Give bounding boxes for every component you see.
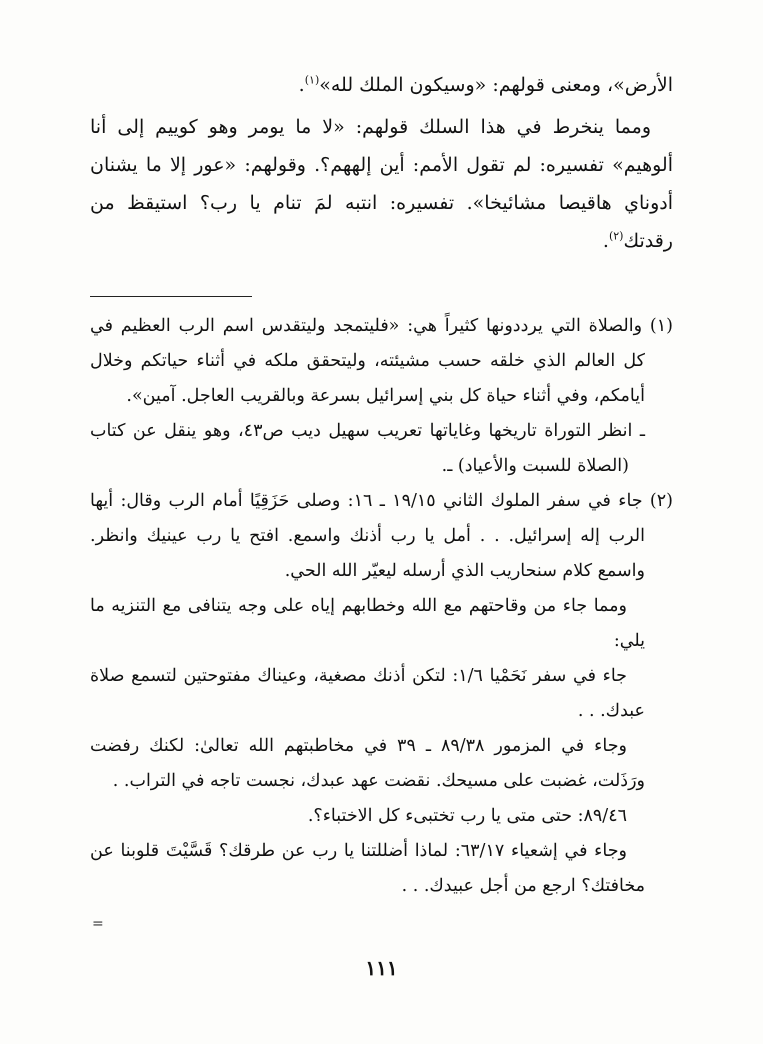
- footnote-divider: [90, 296, 252, 297]
- footnote-ref-1: (١): [304, 73, 320, 87]
- footnote-2: (٢) جاء في سفر الملوك الثاني ١٩/١٥ ـ ١٦: وصلى حَزَقِيًا أمام الرب وقال: أيها الرب إله إسرائيل. . . أمل يا رب أذنك واسمع. افتح يا رب عينيك وانظر. واسمع كلام سنحاريب الذي أرسله ليعيّر الله الحي.: [90, 491, 673, 581]
- paragraph-1-end: .: [298, 74, 305, 96]
- footnote-2-psalm: وجاء في المزمور ٨٩/٣٨ ـ ٣٩ في مخاطبتهم الله تعالىٰ: لكنك رفضت ورَذَلت، غضبت على مسيحك. نقضت عهد عبدك، نجست تاجه في التراب. .: [90, 736, 645, 791]
- footnote-ref-2: (٢): [608, 229, 624, 243]
- footnotes: [90, 309, 673, 904]
- footnote-2-intro: ومما جاء من وقاحتهم مع الله وخطابهم إياه على وجه يتنافى مع التنزيه ما يلي:: [90, 596, 645, 651]
- paragraph-2-text: ومما ينخرط في هذا السلك قولهم: «لا ما يومر وهو كوييم إلى أنا ألوهيم» تفسيره: لم تقول الأمم: أين إلههم؟. وقولهم: «عور إلا ما يشنان أدوناي هاقيصا مشائيخا». تفسيره: انتبه لمَ تنام يا رب؟ استيقظ من رقدتك: [90, 116, 673, 252]
- footnote-2-nehemiah: جاء في سفر نَحَمْيا ١/٦: لتكن أذنك مصغية، وعيناك مفتوحتين لتسمع صلاة عبدك. . .: [90, 666, 645, 721]
- main-text: [90, 66, 673, 260]
- paragraph-1-text: الأرض»، ومعنى قولهم: «وسيكون الملك لله»: [319, 74, 673, 96]
- page-number: ١١١: [365, 956, 398, 980]
- main-paragraph-1: [90, 66, 673, 104]
- footnote-2-isaiah: وجاء في إشعياء ٦٣/١٧: لماذا أضللتنا يا رب عن طرقك؟ قَسَّيْتَ قلوبنا عن مخافتك؟ ارجع من أجل عبيدك. . .: [90, 841, 645, 896]
- footnote-1: (١) والصلاة التي يرددونها كثيراً هي: «فليتمجد وليتقدس اسم الرب العظيم في كل العالم الذي خلقه حسب مشيئته، وليتحقق ملكه في أثناء حياتكم وخلال أيامكم، وفي أثناء حياة كل بني إسرائيل بسرعة وبالقريب العاجل. آمين».: [90, 316, 673, 406]
- continuation-mark: =: [92, 916, 104, 932]
- footnote-2-psalm-46: ٨٩/٤٦: حتى متى يا رب تختبىء كل الاختباء؟.: [307, 806, 627, 826]
- footnote-1-source: ـ انظر التوراة تاريخها وغاياتها تعريب سهيل ديب ص٤٣، وهو ينقل عن كتاب (الصلاة للسبت والأعياد) ـ.: [90, 421, 645, 476]
- main-paragraph-2: [90, 108, 673, 260]
- paragraph-2-end: .: [602, 230, 609, 252]
